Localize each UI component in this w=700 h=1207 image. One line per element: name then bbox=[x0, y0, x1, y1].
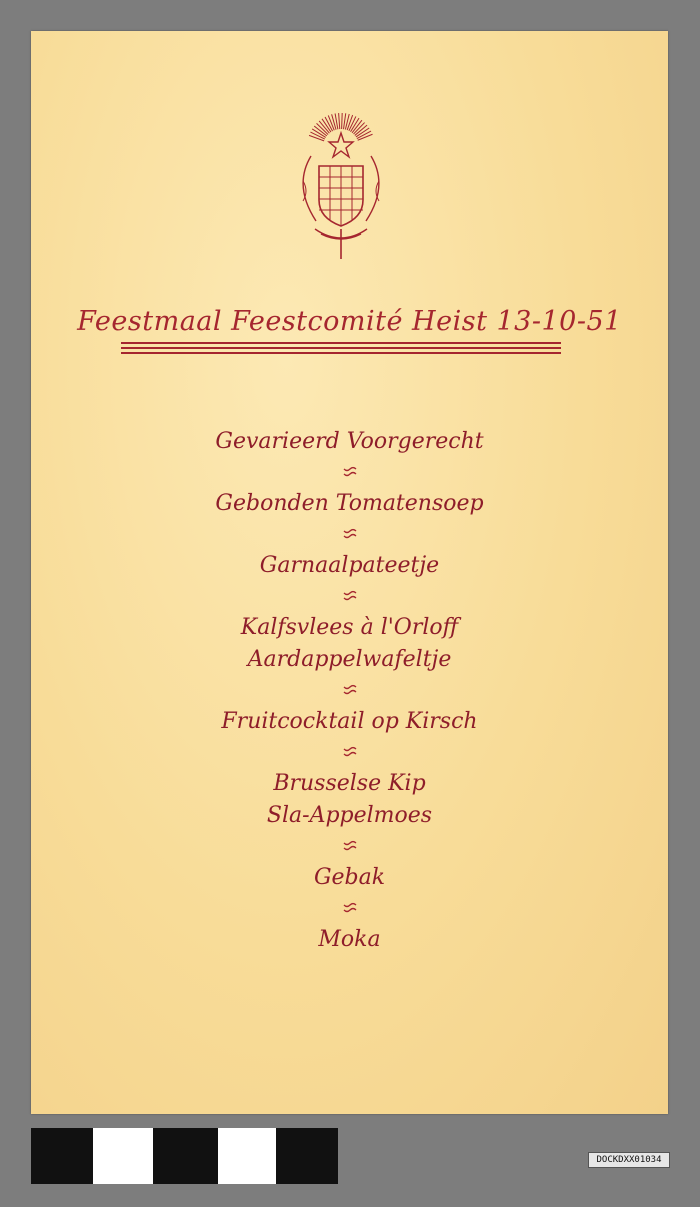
coat-of-arms-icon bbox=[281, 111, 401, 261]
course-line: Gebonden Tomatensoep bbox=[215, 491, 484, 516]
menu-card bbox=[31, 31, 668, 1114]
course-line: Moka bbox=[318, 927, 381, 952]
menu-course bbox=[31, 612, 668, 676]
course-line: Kalfsvlees à l'Orloff bbox=[240, 615, 459, 640]
menu-course bbox=[31, 706, 668, 738]
wave-separator-icon bbox=[342, 742, 358, 762]
wave-separator-icon bbox=[342, 586, 358, 606]
course-line: Fruitcocktail op Kirsch bbox=[221, 709, 478, 734]
wave-separator-icon bbox=[342, 836, 358, 856]
page-title: Feestmaal Feestcomité Heist 13-10-51 bbox=[77, 306, 622, 337]
menu-course-list bbox=[31, 426, 668, 956]
menu-course bbox=[31, 426, 668, 458]
wave-separator-icon bbox=[342, 462, 358, 482]
menu-course bbox=[31, 862, 668, 894]
course-line: Sla-Appelmoes bbox=[266, 803, 433, 828]
menu-course bbox=[31, 768, 668, 832]
archive-reference-label: DOCKDXX01034 bbox=[588, 1152, 670, 1168]
course-line: Aardappelwafeltje bbox=[247, 647, 452, 672]
wave-separator-icon bbox=[342, 898, 358, 918]
wave-separator-icon bbox=[342, 524, 358, 544]
course-line: Garnaalpateetje bbox=[259, 553, 440, 578]
course-line: Brusselse Kip bbox=[273, 771, 426, 796]
course-line: Gevarieerd Voorgerecht bbox=[215, 429, 484, 454]
title-underline bbox=[121, 342, 561, 362]
menu-course bbox=[31, 924, 668, 956]
color-calibration-strip bbox=[31, 1128, 338, 1184]
wave-separator-icon bbox=[342, 680, 358, 700]
menu-course bbox=[31, 550, 668, 582]
course-line: Gebak bbox=[313, 865, 386, 890]
menu-course bbox=[31, 488, 668, 520]
